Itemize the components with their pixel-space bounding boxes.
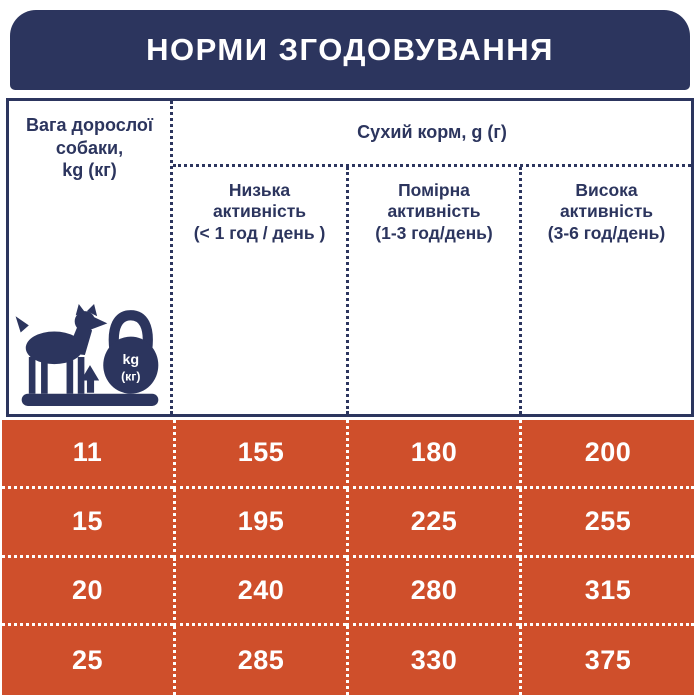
- value-cell: 225: [346, 489, 519, 558]
- weight-column-header-cell: [9, 101, 173, 414]
- value-cell: 315: [519, 558, 694, 627]
- value-cell: 330: [346, 626, 519, 695]
- page-title: НОРМИ ЗГОДОВУВАННЯ: [146, 32, 554, 67]
- activity-moderate-line-3: (1-3 год/день): [375, 222, 493, 243]
- weight-cell: 25: [71, 645, 104, 676]
- title-bar: [10, 10, 690, 90]
- value-cell: 155: [173, 420, 346, 489]
- activity-low-line-3: (< 1 год / день ): [193, 222, 326, 243]
- weight-header-line-3: kg (кг): [62, 160, 117, 180]
- kettlebell-icon: [103, 315, 158, 394]
- value-cell: 255: [519, 489, 694, 558]
- activity-low-line-2: активність: [212, 201, 307, 222]
- value-cell: 280: [346, 558, 519, 627]
- activity-low-line-1: Низька: [228, 180, 291, 200]
- weight-header-line-2: собаки,: [55, 137, 124, 158]
- scale-base-bar: [21, 394, 158, 406]
- feeding-values-grid: [2, 420, 694, 695]
- dog-weight-scale-icon: [15, 304, 165, 408]
- weight-column-header: [26, 114, 153, 182]
- activity-moderate-line-2: активність: [387, 201, 481, 222]
- feeding-table-header: [6, 98, 694, 417]
- value-cell: 200: [519, 420, 694, 489]
- kettlebell-label-kg-cyrillic: (кг): [120, 369, 140, 384]
- value-cell: 180: [346, 420, 519, 489]
- kettlebell-label-kg: kg: [121, 352, 139, 369]
- weight-header-line-1: Вага дорослої: [26, 115, 153, 135]
- activity-moderate-line-1: Помірна: [398, 180, 470, 200]
- activity-high-line-2: активність: [559, 201, 654, 222]
- activity-header-moderate: [346, 167, 519, 414]
- value-cell: 375: [519, 626, 694, 695]
- dry-food-group-header: Сухий корм, g (г): [173, 101, 691, 167]
- weight-cell: 11: [2, 420, 173, 489]
- value-cell: 195: [173, 489, 346, 558]
- activity-high-line-1: Висока: [575, 180, 638, 200]
- activity-header-low: [173, 167, 346, 414]
- value-cell: 240: [173, 558, 346, 627]
- activity-header-high: [519, 167, 691, 414]
- weight-cell: 15: [2, 489, 173, 558]
- activity-high-line-3: (3-6 год/день): [547, 222, 666, 243]
- value-cell: 285: [173, 626, 346, 695]
- weight-cell: 20: [2, 558, 173, 627]
